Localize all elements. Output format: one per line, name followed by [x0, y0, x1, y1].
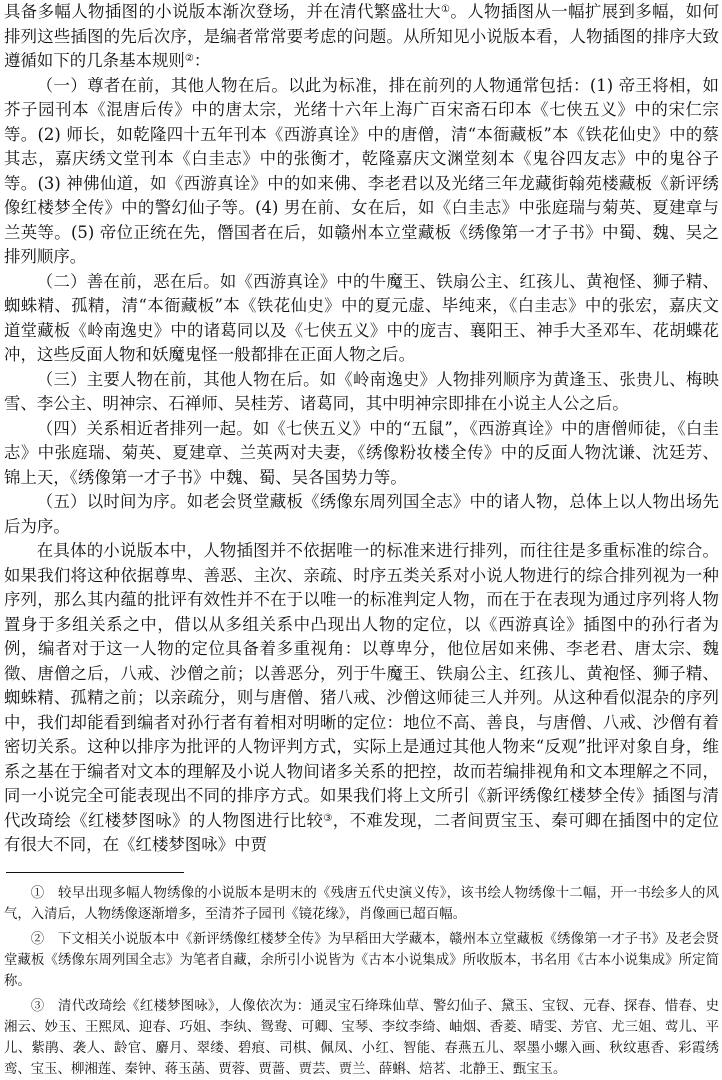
footnote-1: ① 较早出现多幅人物绣像的小说版本是明末的《残唐五代史演义传》，该书绘人物绣像十二幅，开一书绘多人的风气，入清后，人物绣像逐渐增多，至清芥子园刊《镜花缘》，肖像画已超百幅。	[4, 885, 719, 922]
paragraph-rule-2: （二）善在前，恶在后。如《西游真诠》中的牛魔王、铁扇公主、红孩儿、黄袍怪、狮子精、蜘蛛精、孤精，清“本衙藏板”本《铁花仙史》中的夏元虚、毕纯来，《白圭志》中的张宏，嘉庆文道堂藏板《岭南逸史》中的诸葛同以及《七侠五义》中的庞吉、襄阳王、神手大圣邓车、花胡蝶花冲，这些反面人物和妖魔鬼怪一般都排在正面人物之后。	[4, 271, 719, 364]
footnote-ref-3[interactable]: ③	[323, 812, 333, 824]
footnote-ref-2[interactable]: ②	[184, 53, 194, 64]
body-text	[4, 0, 719, 858]
footnote-ref-1[interactable]: ①	[441, 4, 451, 15]
paragraph-rule-1: （一）尊者在前，其他人物在后。以此为标准，排在前列的人物通常包括：(1) 帝王将相，如芥子园刊本《混唐后传》中的唐太宗，光绪十六年上海广百宋斋石印本《七侠五义》中的宋仁宗等。(2) 师长，如乾隆四十五年刊本《西游真诠》中的唐僧，清“本衙藏板”本《铁花仙史》中的蔡其志，嘉庆绣文堂刊本《白圭志》中的张衡才，乾隆嘉庆文渊堂刻本《鬼谷四友志》中的鬼谷子等。(3) 神佛仙道，如《西游真诠》中的如来佛、李老君以及光绪三年龙藏街翰苑楼藏板《新评绣像红楼梦全传》中的警幻仙子等。(4) 男在前、女在后，如《白圭志》中张庭瑞与菊英、夏建章与兰英等。(5) 帝位正统在先，僭国者在后，如赣州本立堂藏板《绣像第一才子书》中蜀、魏、吴之排列顺序。	[4, 75, 719, 266]
paragraph-analysis: 在具体的小说版本中，人物插图并不依据唯一的标准来进行排列，而往往是多重标准的综合。如果我们将这种依据尊卑、善恶、主次、亲疏、时序五类关系对小说人物进行的综合排列视为一种序列，那么其内蕴的批评有效性并不在于以唯一的标准判定人物，而在于在表现为通过序列将人物置身于多组关系之中，借以从多组关系中凸现出人物的定位，以《西游真诠》插图中的孙行者为例，编者对于这一人物的定位具备着多重视角：以尊卑分，他位居如来佛、李老君、唐太宗、魏徵、唐僧之后，八戒、沙僧之前；以善恶分，列于牛魔王、铁扇公主、红孩儿、黄袍怪、狮子精、蜘蛛精、孤精之前；以亲疏分，则与唐僧、猪八戒、沙僧这师徒三人并列。从这种看似混杂的序列中，我们却能看到编者对孙行者有着相对明晰的定位：地位不高、善良，与唐僧、八戒、沙僧有着密切关系。这种以排序为批评的人物评判方式，实际上是通过其他人物来“反观”批评对象自身，维系之基在于编者对文本的理解及小说人物间诸多关系的把控，故而若编排视角和文本理解之不同，同一小说完全可能表现出不同的排序方式。如果我们将上文所引《新评绣像红楼梦全传》插图与清代改琦绘《红楼梦图咏》的人物图进行比较③，不难发现，二者间贾宝玉、秦可卿在插图中的定位有很大不同，在《红楼梦图咏》中贾	[4, 541, 720, 854]
paragraph-rule-3: （三）主要人物在前，其他人物在后。如《岭南逸史》人物排列顺序为黄逢玉、张贵儿、梅映雪、李公主、明神宗、石禅师、吴桂芳、诸葛同，其中明神宗即排在小说主人公之后。	[4, 369, 719, 413]
footnotes	[4, 883, 719, 1080]
footnote-2: ② 下文相关小说版本中《新评绣像红楼梦全传》为早稻田大学藏本，赣州本立堂藏板《绣像第一才子书》及老会贤堂藏板《绣像东周列国全志》为笔者自藏，余所引小说皆为《古本小说集成》所收版本，书名用《古本小说集成》所定简称。	[4, 931, 719, 989]
paragraph-rule-5: （五）以时间为序。如老会贤堂藏板《绣像东周列国全志》中的诸人物，总体上以人物出场先后为序。	[4, 492, 719, 536]
footnote-3: ③ 清代改琦绘《红楼梦图咏》，人像依次为：通灵宝石绛珠仙草、警幻仙子、黛玉、宝钗、元春、探春、惜春、史湘云、妙玉、王熙凤、迎春、巧姐、李纨、鸳鸯、可卿、宝琴、李纹李绮、岫烟、香菱、晴雯、芳官、尤三姐、莺儿、平儿、紫鹃、袭人、龄官、麝月、翠缕、碧痕、司棋、佩凤、小红、智能、春燕五儿、翠墨小螺入画、秋纹惠香、彩霞绣鸾、宝玉、柳湘莲、秦钟、蒋玉菡、贾蓉、贾蔷、贾芸、贾兰、薛蝌、焙茗、北静王、甄宝玉。	[4, 998, 719, 1077]
paragraph-rule-4: （四）关系相近者排列一起。如《七侠五义》中的“五鼠”，《西游真诠》中的唐僧师徒，《白圭志》中张庭瑞、菊英、夏建章、兰英两对夫妻，《绣像粉妆楼全传》中的反面人物沈谦、沈廷芳、锦上天，《绣像第一才子书》中魏、蜀、吴各国势力等。	[4, 418, 719, 487]
paragraph-intro: 具备多幅人物插图的小说版本渐次登场，并在清代繁盛壮大①。人物插图从一幅扩展到多幅，如何排列这些插图的先后次序，是编者常常要考虑的问题。从所知见小说版本看，人物插图的排序大致遵循如下的几条基本规则②：	[4, 2, 719, 70]
footnote-divider	[6, 872, 184, 873]
